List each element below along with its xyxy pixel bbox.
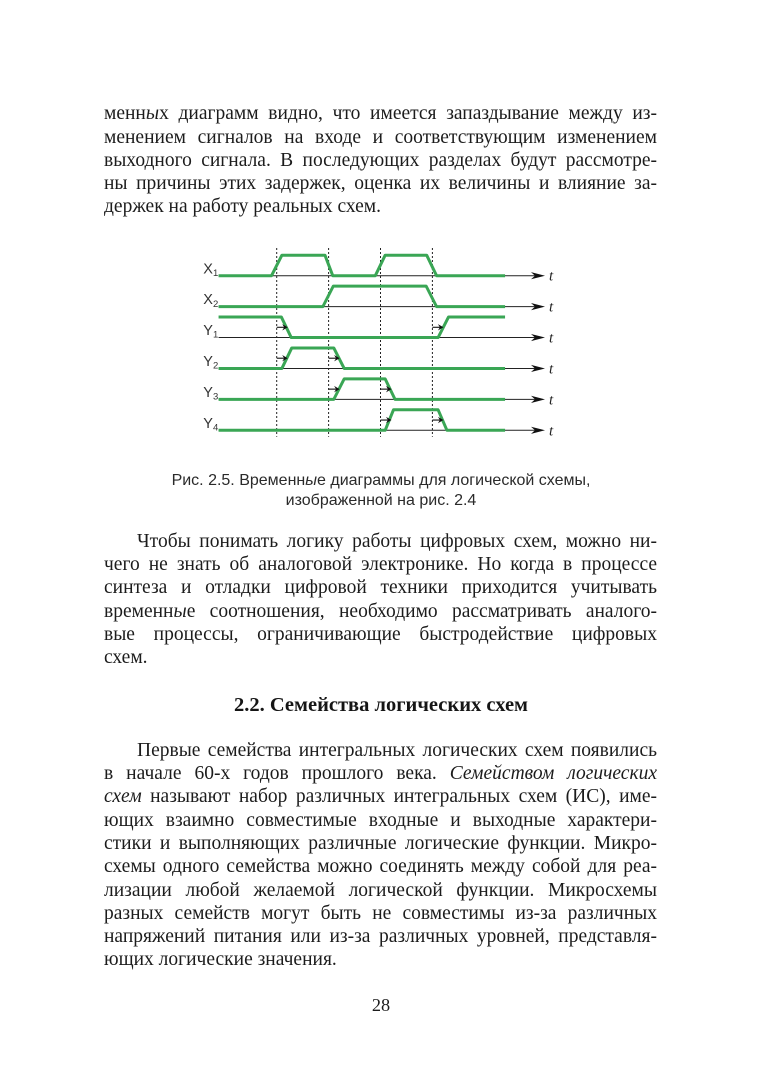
text-run: менн xyxy=(104,103,146,125)
text-run: схемы одного семейства можно соединять между собой для реа- xyxy=(104,856,657,878)
signal-name: Y xyxy=(203,323,213,340)
text-run: ющих логические значения. xyxy=(104,949,337,971)
signal-name: Y xyxy=(203,354,213,371)
signal-waveform xyxy=(219,286,505,307)
signal-index: 1 xyxy=(212,267,219,279)
axis-arrowhead-icon xyxy=(531,396,545,403)
signal-label xyxy=(203,261,218,279)
text-line xyxy=(104,832,657,855)
axis-arrowhead-icon xyxy=(531,272,545,279)
text-line xyxy=(104,172,657,195)
text-line xyxy=(104,195,657,218)
axis-arrowhead-icon xyxy=(531,334,545,341)
text-run: стики и выполняющих различные логические функции. Микро- xyxy=(104,832,657,854)
signal-label xyxy=(203,385,218,403)
axis-label-t: t xyxy=(549,268,554,285)
signal-waveform xyxy=(219,379,505,400)
text-run: е диаграммы для логической схемы, xyxy=(317,472,591,490)
text-run: выходного сигнала. В последующих разделах будут рассмотре- xyxy=(104,149,657,171)
text-line xyxy=(104,576,657,599)
delay-arrowhead-icon xyxy=(334,355,340,361)
text-line xyxy=(0,471,762,491)
delay-arrowhead-icon xyxy=(386,417,392,423)
text-run: ющих взаимно совместимые входные и выходные характери- xyxy=(104,809,657,831)
delay-arrowhead-icon xyxy=(282,324,288,330)
axis-arrowhead-icon xyxy=(531,365,545,372)
axis-arrowhead-icon xyxy=(531,303,545,310)
text-line xyxy=(104,785,657,808)
italic-text-run: ы xyxy=(305,472,318,490)
text-line xyxy=(104,948,657,971)
text-line xyxy=(104,149,657,172)
text-line xyxy=(104,902,657,925)
delay-arrowhead-icon xyxy=(282,355,288,361)
italic-text-run: ы xyxy=(145,103,160,125)
axis-label-t: t xyxy=(549,392,554,409)
text-line xyxy=(104,623,657,646)
text-run: схем. xyxy=(104,647,148,669)
signal-name: X xyxy=(203,292,213,309)
text-run: лизации любой желаемой логической функции. Микросхемы xyxy=(104,879,657,901)
signal-name: Y xyxy=(203,415,213,432)
signal-waveform xyxy=(219,317,505,338)
signal-index: 4 xyxy=(212,422,219,434)
paragraph-digital-logic xyxy=(104,530,657,670)
delay-arrowhead-icon xyxy=(334,386,340,392)
paragraph-logic-families xyxy=(104,739,657,972)
signal-index: 3 xyxy=(212,391,219,403)
text-line xyxy=(104,126,657,149)
signal-label xyxy=(203,292,218,310)
section-heading: 2.2. Семейства логических схем xyxy=(233,694,529,716)
text-run: менением сигналов на входе и соответствующим изменением xyxy=(104,126,657,148)
signal-index: 2 xyxy=(212,360,219,372)
italic-text-run: схем xyxy=(104,786,142,808)
delay-arrowhead-icon xyxy=(438,417,444,423)
axis-label-t: t xyxy=(549,299,554,316)
signal-waveform xyxy=(219,348,505,369)
page-number: 28 xyxy=(371,994,391,1015)
signal-waveform xyxy=(219,410,505,431)
figure-2-5 xyxy=(0,0,762,520)
text-run: е соотношения, необходимо рассматривать аналого- xyxy=(186,600,657,622)
signal-waveform xyxy=(219,255,505,276)
paragraph-continued xyxy=(104,102,657,218)
text-line xyxy=(104,809,657,832)
text-run: в начале 60-х годов прошлого века. xyxy=(104,763,450,785)
axis-label-t: t xyxy=(549,330,554,347)
axis-arrowhead-icon xyxy=(531,427,545,434)
text-line xyxy=(104,762,657,785)
italic-text-run: Семейством логических xyxy=(449,763,657,785)
signal-label xyxy=(203,416,218,434)
text-run: ны причины этих задержек, оценка их величины и влияние за- xyxy=(104,173,657,195)
text-line xyxy=(104,600,657,623)
text-run: напряжений питания или из-за различных уровней, представля- xyxy=(104,926,657,948)
text-line xyxy=(104,553,657,576)
text-run: х диаграмм видно, что имеется запаздывание между из- xyxy=(159,103,657,125)
text-run: держек на работу реальных схем. xyxy=(104,196,382,218)
text-run: синтеза и отладки цифровой техники приходится учитывать xyxy=(104,577,657,599)
axis-label-t: t xyxy=(549,361,554,378)
text-run: разных семейств могут быть не совместимы из-за различных xyxy=(104,902,657,924)
figure-caption xyxy=(0,471,762,511)
axis-label-t: t xyxy=(549,423,554,440)
signal-name: X xyxy=(203,261,213,278)
text-line xyxy=(0,491,762,511)
signal-label xyxy=(203,323,218,341)
text-run: называют набор различных интегральных схем (ИС), име- xyxy=(141,786,657,808)
signal-label xyxy=(203,354,218,372)
text-line xyxy=(104,530,657,553)
text-line xyxy=(104,855,657,878)
text-line xyxy=(104,646,657,669)
timing-diagram xyxy=(190,240,570,450)
text-run: вые процессы, ограничивающие быстродействие цифровых xyxy=(104,623,657,645)
signal-index: 1 xyxy=(212,329,219,341)
text-run: Рис. 2.5. Временн xyxy=(171,472,306,490)
signal-name: Y xyxy=(203,384,213,401)
text-run: временн xyxy=(104,600,174,622)
text-line xyxy=(104,925,657,948)
text-line xyxy=(104,879,657,902)
text-run: изображенной на рис. 2.4 xyxy=(285,492,477,510)
text-run: Чтобы понимать логику работы цифровых схем, можно ни- xyxy=(137,530,657,552)
text-run: Первые семейства интегральных логических схем появились xyxy=(137,739,657,761)
text-run: чего не знать об аналоговой электронике. Но когда в процессе xyxy=(104,554,657,576)
delay-arrowhead-icon xyxy=(438,324,444,330)
italic-text-run: ы xyxy=(173,600,187,622)
text-line xyxy=(104,739,657,762)
signal-index: 2 xyxy=(212,298,219,310)
delay-arrowhead-icon xyxy=(386,386,392,392)
text-line xyxy=(104,102,657,125)
